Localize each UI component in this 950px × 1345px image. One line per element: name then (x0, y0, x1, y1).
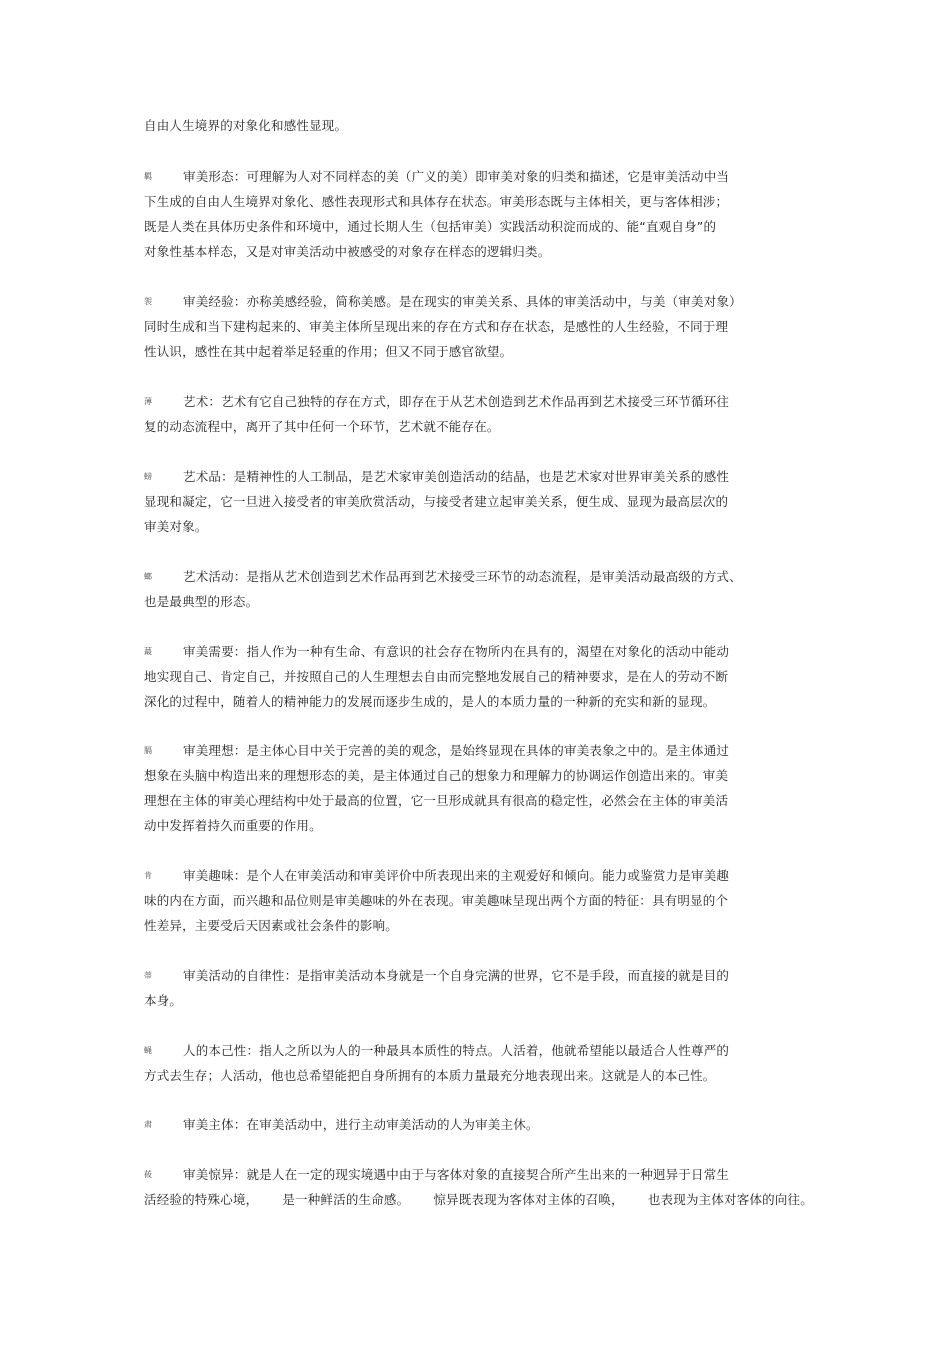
paragraph-line: 审美对象。 (144, 519, 208, 534)
paragraph-line: 自由人生境界的对象化和感性显现。 (144, 118, 348, 133)
paragraph-line: 对象性基本样态，又是对审美活动中被感受的对象存在样态的逻辑归类。 (144, 244, 551, 259)
paragraph-marker: 薄 (144, 397, 152, 406)
paragraph-line: 人的本己性：指人之所以为人的一种最具本质性的特点。人活着，他就希望能以最适合人性尊严的 (183, 1043, 730, 1058)
paragraph-marker: 肃 (144, 1120, 152, 1129)
text-segment: 也表现为主体对客体的向往。 (647, 1192, 813, 1207)
text-segment: 是一种鲜活的生命感。 (282, 1192, 410, 1207)
paragraph-marker: 羁 (144, 172, 152, 181)
paragraph-line: 审美活动的自律性：是指审美活动本身就是一个自身完满的世界，它不是手段，而直接的就是目的 (183, 968, 730, 983)
paragraph-line: 审美经验：亦称美感经验，简称美感。是在现实的审美关系、具体的审美活动中，与美（审美对象） (183, 294, 742, 309)
paragraph-marker: 膈 (144, 746, 152, 755)
paragraph-line: 动中发挥着持久而重要的作用。 (144, 818, 322, 833)
paragraph-line: 深化的过程中，随着人的精神能力的发展而逐步生成的，是人的本质力量的一种新的充实和新的显现。 (144, 694, 716, 709)
paragraph-marker: 螃 (144, 472, 152, 481)
paragraph-marker: 蒂 (144, 971, 152, 980)
paragraph-marker: 螂 (144, 572, 152, 581)
paragraph-marker: 肯 (144, 871, 152, 880)
paragraph-line: 想象在头脑中构造出来的理想形态的美，是主体通过自己的想象力和理解力的协调运作创造出来的。审美 (144, 768, 729, 783)
paragraph-line: 复的动态流程中，离开了其中任何一个环节，艺术就不能存在。 (144, 419, 500, 434)
paragraph-line: 下生成的自由人生境界对象化、感性表现形式和具体存在状态。审美形态既与主体相关，更与客体相涉； (144, 194, 729, 209)
paragraph-line: 审美理想：是主体心目中关于完善的美的观念，是始终显现在具体的审美表象之中的。是主体通过 (183, 743, 730, 758)
paragraph-line: 性认识，感性在其中起着举足轻重的作用；但又不同于感官欲望。 (144, 344, 513, 359)
paragraph-line (144, 1192, 813, 1208)
paragraph-line: 方式去生存；人活动，他也总希望能把自身所拥有的本质力量最充分地表现出来。这就是人的本己性。 (144, 1068, 716, 1083)
text-segment: 活经验的特殊心境， (144, 1192, 259, 1207)
paragraph-line: 审美趣味：是个人在审美活动和审美评价中所表现出来的主观爱好和倾向。能力或鉴赏力是审美趣 (183, 868, 730, 883)
paragraph-line: 本身。 (144, 993, 183, 1008)
paragraph-line: 既是人类在具体历史条件和环境中，通过长期人生（包括审美）实践活动积淀而成的、能“直观自身”的 (144, 219, 717, 234)
paragraph-line: 艺术：艺术有它自己独特的存在方式，即存在于从艺术创造到艺术作品再到艺术接受三环节循环往 (183, 394, 730, 409)
paragraph-marker: 袈 (144, 297, 152, 306)
paragraph-line: 审美需要：指人作为一种有生命、有意识的社会存在物所内在具有的，渴望在对象化的活动中能动 (183, 644, 730, 659)
paragraph-line: 艺术品：是精神性的人工制品，是艺术家审美创造活动的结晶，也是艺术家对世界审美关系的感性 (183, 469, 730, 484)
paragraph-line: 审美惊异：就是人在一定的现实境遇中由于与客体对象的直接契合所产生出来的一种迥异于日常生 (183, 1167, 730, 1182)
paragraph-line: 显现和凝定，它一旦进入接受者的审美欣赏活动，与接受者建立起审美关系，便生成、显现为最高层次的 (144, 494, 729, 509)
paragraph-line: 审美主体：在审美活动中，进行主动审美活动的人为审美主休。 (183, 1117, 539, 1132)
paragraph-line: 味的内在方面，而兴趣和品位则是审美趣味的外在表现。审美趣味呈现出两个方面的特征：具有明显的个 (144, 893, 729, 908)
text-segment: 惊异既表现为客体对主体的召唤， (433, 1192, 624, 1207)
paragraph-marker: 莜 (144, 1170, 152, 1179)
paragraph-marker: 蕞 (144, 647, 152, 656)
paragraph-line: 理想在主体的审美心理结构中处于最高的位置，它一旦形成就具有很高的稳定性，必然会在主体的审美活 (144, 793, 729, 808)
paragraph-line: 审美形态：可理解为人对不同样态的美（广义的美）即审美对象的归类和描述，它是审美活动中当 (183, 169, 730, 184)
paragraph-marker: 蝇 (144, 1046, 152, 1055)
paragraph-line: 艺术活动：是指从艺术创造到艺术作品再到艺术接受三环节的动态流程，是审美活动最高级的方式、 (183, 569, 742, 584)
paragraph-line: 性差异，主要受后天因素或社会条件的影响。 (144, 918, 399, 933)
paragraph-line: 地实现自己、肯定自己，并按照自己的人生理想去自由而完整地发展自己的精神要求，是在人的劳动不断 (144, 669, 729, 684)
paragraph-line: 同时生成和当下建构起来的、审美主体所呈现出来的存在方式和存在状态，是感性的人生经验，不同于理 (144, 319, 729, 334)
paragraph-line: 也是最典型的形态。 (144, 594, 259, 609)
